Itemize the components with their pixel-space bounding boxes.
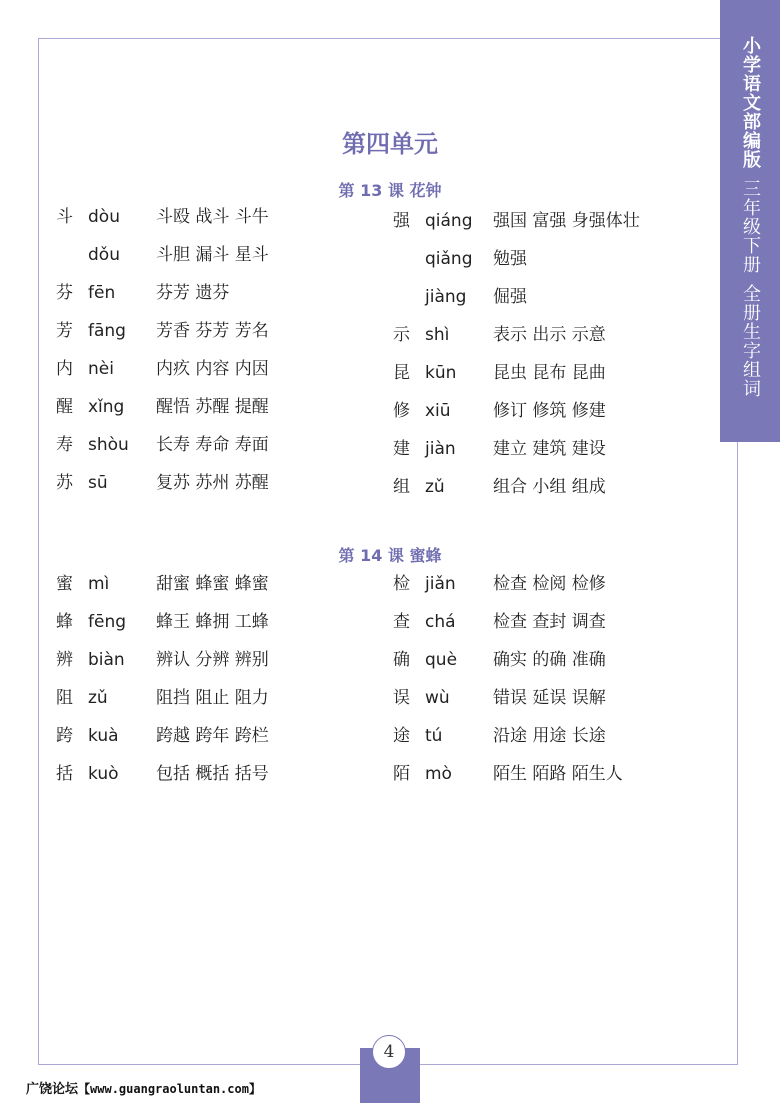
character: 蜂 (56, 612, 73, 632)
character: 苏 (56, 473, 73, 493)
pinyin: kuà (88, 726, 119, 746)
page-number: 4 (372, 1035, 406, 1069)
character: 误 (393, 688, 410, 708)
unit-title: 第四单元 (342, 130, 438, 158)
pinyin: kuò (88, 764, 119, 784)
word-group: 跨越 跨年 跨栏 (156, 726, 269, 746)
character: 组 (393, 477, 410, 497)
pinyin: kūn (425, 363, 457, 383)
word-group: 包括 概括 括号 (156, 764, 269, 784)
pinyin: qiǎng (425, 249, 473, 269)
character: 蜜 (56, 574, 73, 594)
pinyin: jiàng (425, 287, 467, 307)
word-group: 斗殴 战斗 斗牛 (156, 207, 269, 227)
pinyin: jiàn (425, 439, 456, 459)
character: 括 (56, 764, 73, 784)
character: 芳 (56, 321, 73, 341)
side-tab-grade: 三年级下册 (740, 179, 761, 274)
character: 修 (393, 401, 410, 421)
word-group: 内疚 内容 内因 (156, 359, 269, 379)
word-group: 芬芳 遗芬 (156, 283, 230, 303)
character: 内 (56, 359, 73, 379)
pinyin: fēng (88, 612, 127, 632)
pinyin: fāng (88, 321, 126, 341)
character: 确 (393, 650, 410, 670)
word-group: 阻挡 阻止 阻力 (156, 688, 269, 708)
word-group: 沿途 用途 长途 (493, 726, 606, 746)
word-group: 建立 建筑 建设 (493, 439, 606, 459)
pinyin: wù (425, 688, 450, 708)
character: 寿 (56, 435, 73, 455)
character: 斗 (56, 207, 73, 227)
word-group: 陌生 陌路 陌生人 (493, 764, 623, 784)
word-group: 强国 富强 身强体壮 (493, 211, 640, 231)
pinyin: mò (425, 764, 452, 784)
word-group: 组合 小组 组成 (493, 477, 606, 497)
character: 途 (393, 726, 410, 746)
word-group: 长寿 寿命 寿面 (156, 435, 269, 455)
word-group: 错误 延误 误解 (493, 688, 606, 708)
character: 建 (393, 439, 410, 459)
word-group: 修订 修筑 修建 (493, 401, 606, 421)
pinyin: mì (88, 574, 110, 594)
character: 陌 (393, 764, 410, 784)
pinyin: dòu (88, 207, 120, 227)
word-group: 斗胆 漏斗 星斗 (156, 245, 269, 265)
pinyin: sū (88, 473, 108, 493)
word-group: 倔强 (493, 287, 527, 307)
pinyin: qiáng (425, 211, 473, 231)
word-group: 辨认 分辨 辨别 (156, 650, 269, 670)
character: 芬 (56, 283, 73, 303)
lesson-title: 第 13 课 花钟 (338, 181, 442, 200)
lesson-title: 第 14 课 蜜蜂 (338, 546, 442, 565)
character: 强 (393, 211, 410, 231)
pinyin: zǔ (88, 688, 108, 708)
footer (26, 1078, 261, 1097)
character: 醒 (56, 397, 73, 417)
word-group: 表示 出示 示意 (493, 325, 606, 345)
character: 检 (393, 574, 410, 594)
character: 查 (393, 612, 410, 632)
pinyin: què (425, 650, 458, 670)
side-tab-subject: 全册生字组词 (740, 284, 761, 398)
word-group: 检查 查封 调查 (493, 612, 606, 632)
word-group: 确实 的确 准确 (493, 650, 606, 670)
pinyin: chá (425, 612, 456, 632)
word-group: 芳香 芬芳 芳名 (156, 321, 269, 341)
word-group: 检查 检阅 检修 (493, 574, 606, 594)
character: 昆 (393, 363, 410, 383)
character: 跨 (56, 726, 73, 746)
side-tab-series: 小学语文部编版 (740, 36, 761, 169)
pinyin: zǔ (425, 477, 445, 497)
footer-url[interactable]: 【www.guangraoluntan.com】 (78, 1082, 261, 1096)
word-group: 复苏 苏州 苏醒 (156, 473, 269, 493)
word-group: 勉强 (493, 249, 527, 269)
pinyin: nèi (88, 359, 114, 379)
side-tab (720, 0, 780, 442)
character: 阻 (56, 688, 73, 708)
character: 示 (393, 325, 410, 345)
footer-site-name: 广饶论坛 (26, 1082, 79, 1097)
pinyin: shì (425, 325, 450, 345)
pinyin: dǒu (88, 245, 120, 265)
character: 辨 (56, 650, 73, 670)
word-group: 醒悟 苏醒 提醒 (156, 397, 269, 417)
pinyin: xiū (425, 401, 451, 421)
pinyin: tú (425, 726, 443, 746)
pinyin: jiǎn (425, 574, 456, 594)
word-group: 蜂王 蜂拥 工蜂 (156, 612, 269, 632)
word-group: 昆虫 昆布 昆曲 (493, 363, 606, 383)
pinyin: biàn (88, 650, 125, 670)
pinyin: fēn (88, 283, 116, 303)
pinyin: xǐng (88, 397, 125, 417)
word-group: 甜蜜 蜂蜜 蜂蜜 (156, 574, 269, 594)
pinyin: shòu (88, 435, 129, 455)
